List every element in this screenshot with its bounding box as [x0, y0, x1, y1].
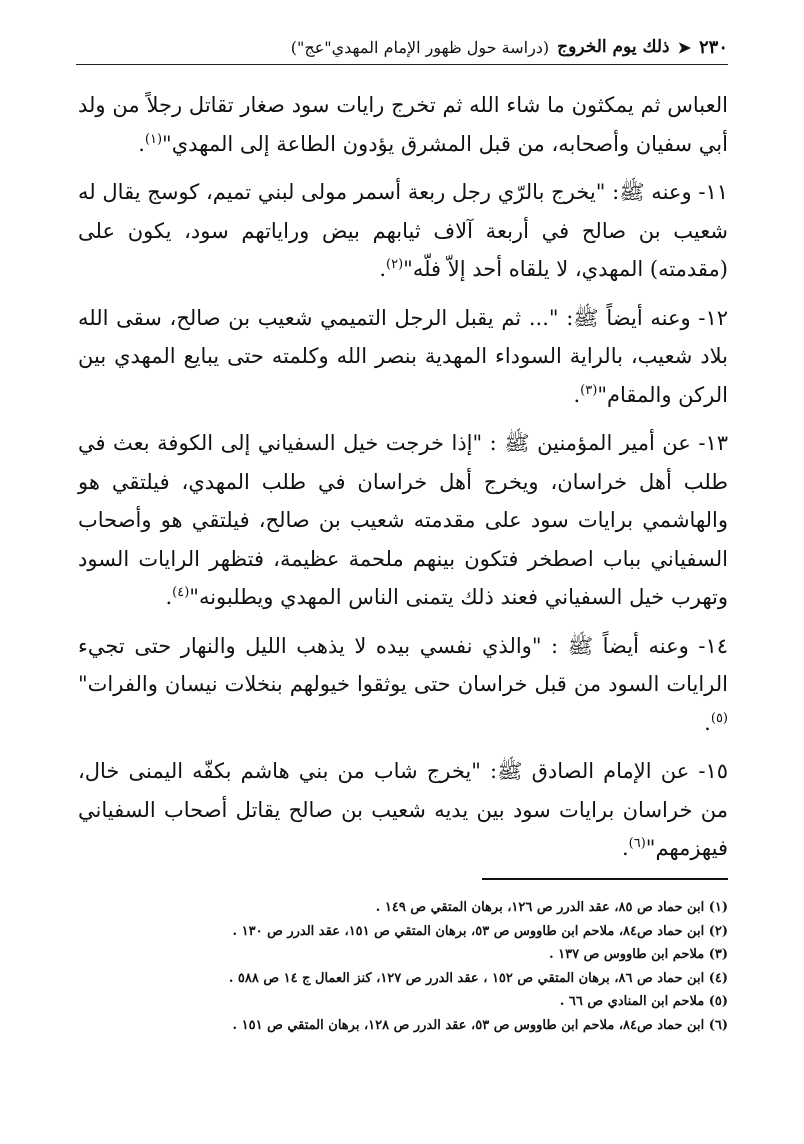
- paragraph: [78, 424, 728, 617]
- footnote: (٥) ملاحم ابن المنادي ص ٦٦ .: [559, 994, 728, 1009]
- main-text: [78, 86, 728, 878]
- page-number: ٢٣٠: [698, 36, 728, 58]
- paragraph: [78, 173, 728, 289]
- paragraph-text: ١٢- وعنه أيضاً ﷺ: "... ثم يقبل الرجل التميمي شعيب بن صالح، سقى الله بلاد شعيب، بالراية السوداء المهدية بنصر الله وكلمته حتى يبايع المهدي بين الركن والمقام": [78, 305, 728, 407]
- footnote: (٤) ابن حماد ص ٨٦، برهان المتقي ص ١٥٢ ، عقد الدرر ص ١٢٧، كنز العمال ج ١٤ ص ٥٨٨ .: [228, 970, 728, 986]
- book-title: (دراسة حول ظهور الإمام المهدي"عج"): [290, 37, 550, 57]
- arrow-icon: ➤: [677, 37, 691, 57]
- paragraph-text: ١٥- عن الإمام الصادق ﷺ: "يخرج شاب من بني هاشم بكفّه اليمنى خال، من خراسان برايات سود بين يديه شعيب بن صالح يقاتل أصحاب السفياني فيهزمهم": [78, 759, 728, 860]
- paragraph-end: .: [138, 131, 145, 156]
- chapter-title: ذلك يوم الخروج: [557, 37, 670, 57]
- paragraph-end: .: [379, 257, 387, 281]
- footnote-ref: (٣): [580, 382, 598, 398]
- footnote-ref: (٢): [386, 257, 404, 272]
- page-header: [76, 30, 728, 65]
- footnote-separator: [482, 878, 728, 880]
- paragraph-text: العباس ثم يمكثون ما شاء الله ثم تخرج رايات سود صغار تقاتل رجلاً من ولد أبي سفيان وأصحابه، من قبل المشرق يؤدون الطاعة إلى المهدي": [78, 93, 728, 156]
- footnote: (٣) ملاحم ابن طاووس ص ١٣٧ .: [549, 947, 728, 962]
- footnote-ref: (٥): [710, 710, 728, 726]
- paragraph-text: ١٤- وعنه أيضاً ﷺ : "والذي نفسي بيده لا يذهب الليل والنهار حتى تجيء الرايات السود من قبل خراسان حتى يوثقوا خيولهم بنخلات نيسان والفرات": [78, 633, 728, 696]
- paragraph-end: .: [165, 585, 173, 609]
- paragraph-text: ١١- وعنه ﷺ: "يخرج بالرّي رجل ربعة أسمر مولى لبني تميم، كوسج يقال له شعيب بن صالح في أربعة آلاف ثيابهم بيض وراياتهم سود، يكون على (مقدمته) المهدي، لا يلقاه أحد إلاّ فلّه": [78, 180, 728, 281]
- paragraph-end: .: [621, 836, 629, 860]
- footnotes: [80, 896, 728, 1037]
- footnote: (٦) ابن حماد ص٨٤، ملاحم ابن طاووس ص ٥٣، عقد الدرر ص ١٢٨، برهان المتقي ص ١٥١ .: [232, 1017, 728, 1033]
- paragraph: [78, 627, 728, 743]
- footnote: (٢) ابن حماد ص٨٤، ملاحم ابن طاووس ص ٥٣، برهان المتقي ص ١٥١، عقد الدرر ص ١٣٠ .: [232, 923, 728, 939]
- paragraph: [78, 299, 728, 415]
- paragraph: [78, 752, 728, 868]
- footnote: (١) ابن حماد ص ٨٥، عقد الدرر ص ١٢٦، برهان المتقي ص ١٤٩ .: [375, 900, 728, 915]
- paragraph-end: .: [704, 710, 711, 735]
- footnote-ref: (١): [144, 131, 163, 147]
- paragraph: [78, 86, 728, 163]
- paragraph-text: ١٣- عن أمير المؤمنين ﷺ : "إذا خرجت خيل السفياني إلى الكوفة بعث في طلب أهل خراسان، ويخرج أهل خراسان في طلب المهدي، فيلتقي هو والهاشمي برايات سود على مقدمته شعيب بن صالح، فيلتقي هو وأصحاب السفياني بباب اصطخر فتكون بينهم ملحمة عظيمة، فتظهر الرايات السود وتهرب خيل السفياني فعند ذلك يتمنى الناس المهدي ويطلبونه": [78, 431, 728, 609]
- footnote-ref: (٦): [628, 836, 646, 851]
- paragraph-end: .: [573, 382, 581, 407]
- footnote-ref: (٤): [172, 585, 190, 600]
